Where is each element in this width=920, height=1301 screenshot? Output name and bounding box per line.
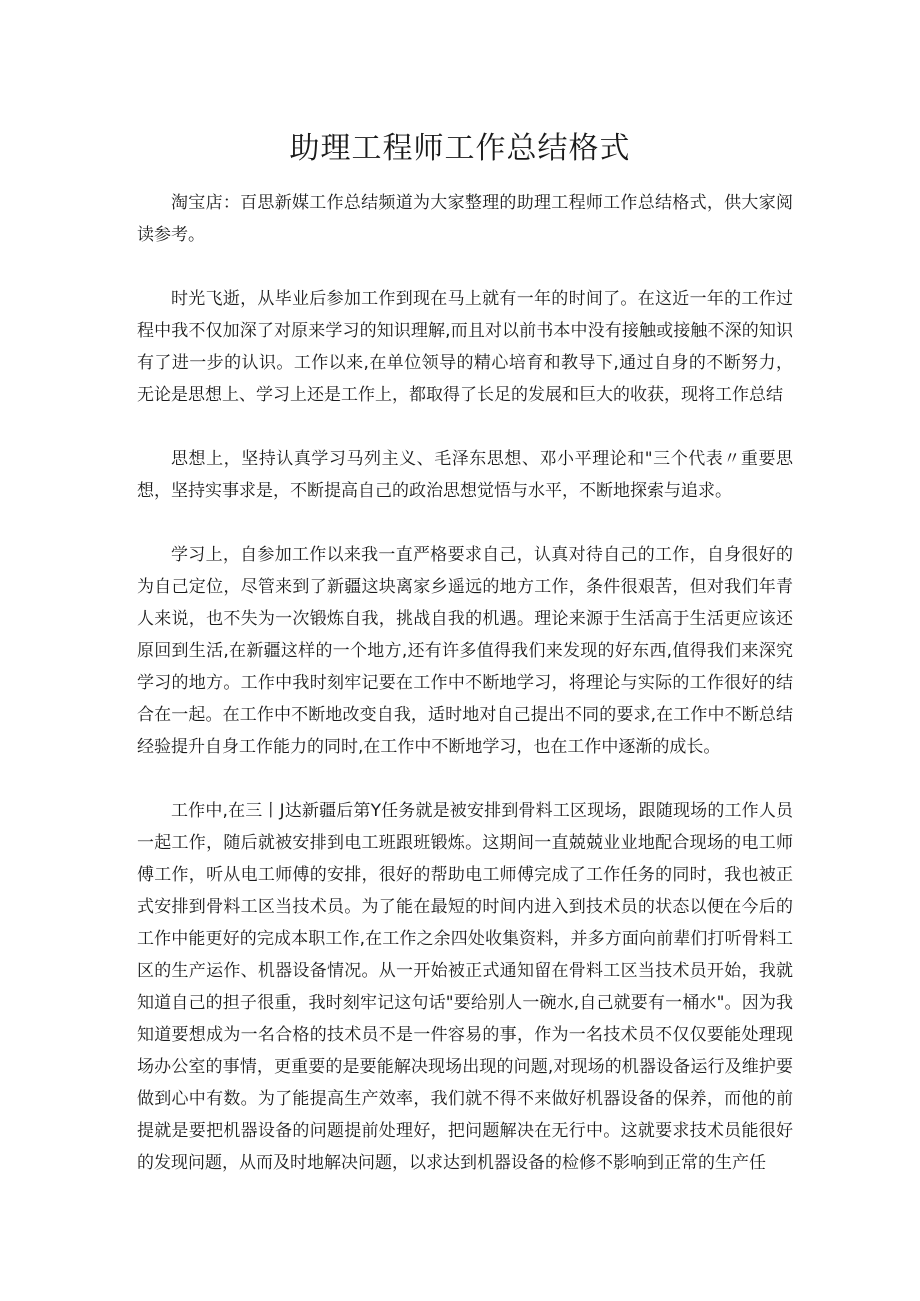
document-body <box>137 187 793 1179</box>
paragraph-intro: 淘宝店：百思新媒工作总结频道为大家整理的助理工程师工作总结格式，供大家阅读参考。 <box>137 193 793 245</box>
document-title: 助理工程师工作总结格式 <box>289 131 631 166</box>
paragraph-work: 工作中,在三丨J达新疆后第Y任务就是被安排到骨料工区现场，跟随现场的工作人员一起工作，随后就被安排到电工班跟班锻炼。这期间一直兢兢业业地配合现场的电工师傅工作，听从电工师傅的安排，很好的帮助电工师傅完成了工作任务的同时，我也被正式安排到骨料工区当技术员。为了能在最短的时间内进入到技术员的状态以便在今后的工作中能更好的完成本职工作,在工作之余四处收集资料，并多方面向前辈们打听骨料工区的生产运作、机器设备情况。从一开始被正式通知留在骨料工区当技术员开始，我就知道自己的担子很重，我时刻牢记这句话"要给别人一碗水,自己就要有一桶水"。因为我知道要想成为一名合格的技术员不是一件容易的事，作为一名技术员不仅仅要能处理现场办公室的事情，更重要的是要能解决现场出现的问题,对现场的机器设备运行及维护要做到心中有数。为了能提高生产效率，我们就不得不来做好机器设备的保养，而他的前提就是要把机器设备的问题提前处理好，把问题解决在无行中。这就要求技术员能很好的发现问题，从而及时地解决问题，以求达到机器设备的检修不影响到正常的生产任 <box>137 801 793 1173</box>
paragraph-study: 学习上，自参加工作以来我一直严格要求自己，认真对待自己的工作，自身很好的为自己定位，尽管来到了新疆这块离家乡遥远的地方工作，条件很艰苦，但对我们年青人来说，也不失为一次锻炼自我，挑战自我的机遇。理论来源于生活高于生活更应该还原回到生活,在新疆这样的一个地方,还有许多值得我们来发现的好东西,值得我们来深究学习的地方。工作中我时刻牢记要在工作中不断地学习，将理论与实际的工作很好的结合在一起。在工作中不断地改变自我，适时地对自己提出不同的要求,在工作中不断总结经验提升自身工作能力的同时,在工作中不断地学习，也在工作中逐渐的成长。 <box>137 545 793 757</box>
paragraph-thought: 思想上，坚持认真学习马列主义、毛泽东思想、邓小平理论和"三个代表〃重要思想，坚持实事求是，不断提高自己的政治思想觉悟与水平，不断地探索与追求。 <box>137 449 793 501</box>
paragraph-overview: 时光飞逝，从毕业后参加工作到现在马上就有一年的时间了。在这近一年的工作过程中我不仅加深了对原来学习的知识理解,而且对以前书本中没有接触或接触不深的知识有了进一步的认识。工作以来,在单位领导的精心培育和教导下,通过自身的不断努力，无论是思想上、学习上还是工作上，都取得了长足的发展和巨大的收获，现将工作总结 <box>137 289 793 405</box>
